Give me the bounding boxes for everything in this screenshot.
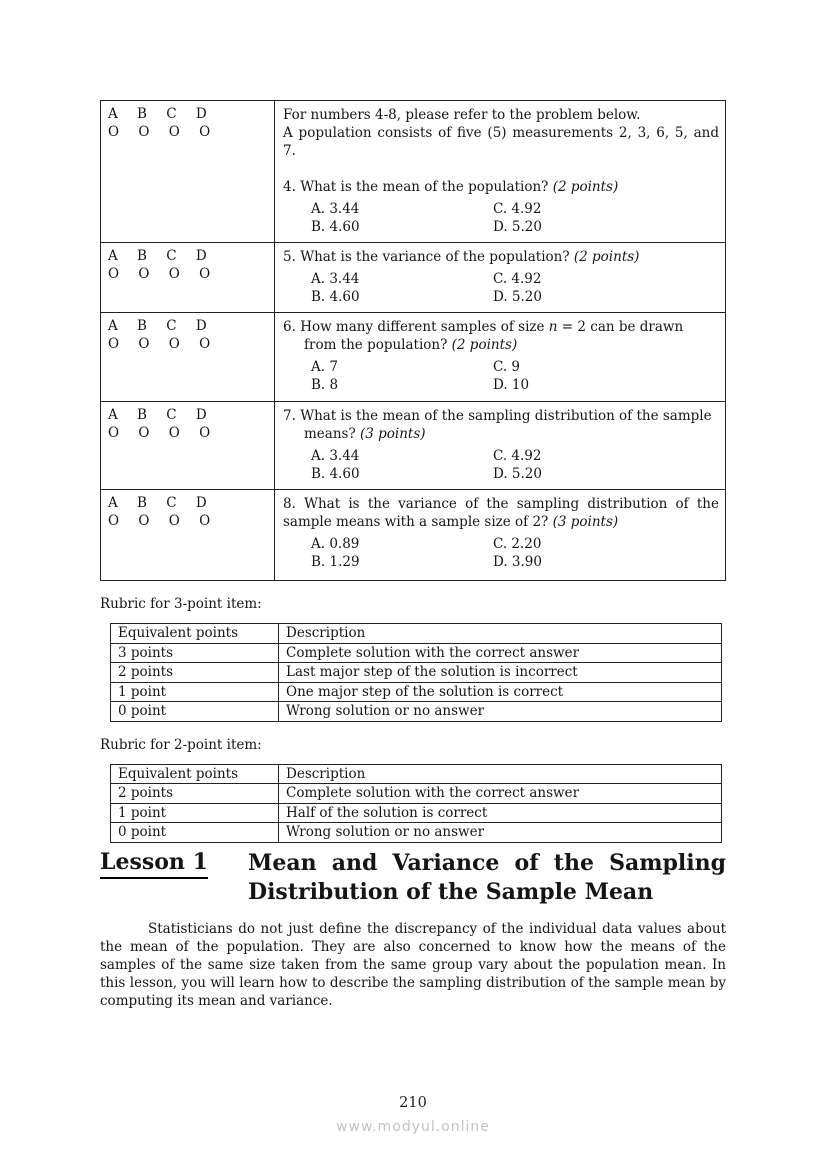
question-body: What is the mean of the sampling distribution of the sample means?: [300, 408, 712, 442]
table-header-row: [111, 764, 722, 784]
problem-statement: A population consists of five (5) measurements 2, 3, 6, 5, and 7.: [283, 125, 719, 159]
answer-options: [283, 200, 719, 236]
column-header: Equivalent points: [111, 624, 279, 644]
question-number: 8.: [283, 496, 296, 512]
option-b: B. 4.60: [311, 219, 360, 235]
bubble-letters: A B C D: [108, 106, 208, 122]
option-a: A. 3.44: [311, 201, 360, 217]
lesson-heading: [100, 849, 726, 907]
answer-options: [283, 447, 719, 483]
question-points: (2 points): [552, 179, 619, 195]
rubric-2-title: Rubric for 2-point item:: [100, 736, 262, 753]
option-a: A. 7: [311, 359, 338, 375]
option-b: B. 1.29: [311, 554, 360, 570]
question-number: 6.: [283, 319, 296, 335]
answer-bubbles[interactable]: [101, 101, 275, 242]
option-d: D. 5.20: [493, 466, 542, 482]
table-row: [111, 643, 722, 663]
rubric-3-table: [110, 623, 722, 722]
points-cell: 0 point: [111, 823, 279, 843]
option-a: A. 0.89: [311, 536, 360, 552]
option-a: A. 3.44: [311, 271, 360, 287]
description-cell: Half of the solution is correct: [279, 803, 722, 823]
question-cell: [275, 402, 725, 489]
question-row: [101, 101, 725, 243]
table-header-row: [111, 624, 722, 644]
answer-options: [283, 270, 719, 306]
answer-bubbles[interactable]: [101, 243, 275, 312]
spacer: [283, 160, 719, 178]
column-header: Equivalent points: [111, 764, 279, 784]
points-cell: 0 point: [111, 702, 279, 722]
table-row: [111, 663, 722, 683]
question-points: (2 points): [451, 337, 518, 353]
question-text: [283, 318, 719, 354]
answer-options: [283, 535, 719, 571]
option-c: C. 4.92: [493, 448, 542, 464]
option-a: A. 3.44: [311, 448, 360, 464]
description-cell: Complete solution with the correct answer: [279, 784, 722, 804]
option-d: D. 3.90: [493, 554, 542, 570]
answer-bubbles[interactable]: [101, 490, 275, 580]
points-cell: 3 points: [111, 643, 279, 663]
question-text: [283, 178, 719, 196]
answer-bubbles[interactable]: [101, 313, 275, 401]
option-d: D. 5.20: [493, 289, 542, 305]
bubble-letters: A B C D: [108, 248, 208, 264]
question-row: [101, 402, 725, 490]
table-row: [111, 784, 722, 804]
column-header: Description: [279, 764, 722, 784]
question-text: [283, 495, 719, 531]
description-cell: Wrong solution or no answer: [279, 823, 722, 843]
option-c: C. 4.92: [493, 201, 542, 217]
answer-options: [283, 358, 719, 394]
question-row: [101, 313, 725, 402]
question-body: What is the variance of the population?: [300, 249, 570, 265]
rubric-2-table: [110, 764, 722, 843]
option-b: B. 4.60: [311, 466, 360, 482]
bubble-circles[interactable]: O O O O: [108, 336, 211, 352]
question-cell: [275, 101, 725, 242]
problem-intro: For numbers 4-8, please refer to the problem below.: [283, 107, 641, 123]
column-header: Description: [279, 624, 722, 644]
bubble-circles[interactable]: O O O O: [108, 266, 211, 282]
lesson-label: Lesson 1: [100, 849, 248, 907]
points-cell: 2 points: [111, 784, 279, 804]
table-row: [111, 682, 722, 702]
points-cell: 2 points: [111, 663, 279, 683]
question-row: [101, 490, 725, 580]
table-row: [111, 803, 722, 823]
option-c: C. 4.92: [493, 271, 542, 287]
rubric-3-title: Rubric for 3-point item:: [100, 596, 262, 612]
watermark: www.modyul.online: [336, 1119, 490, 1135]
question-points: (3 points): [552, 514, 619, 530]
bubble-circles[interactable]: O O O O: [108, 513, 211, 529]
description-cell: Complete solution with the correct answer: [279, 643, 722, 663]
question-text: [283, 407, 719, 443]
option-b: B. 8: [311, 377, 339, 393]
bubble-letters: A B C D: [108, 318, 208, 334]
table-row: [111, 823, 722, 843]
quiz-table: [100, 100, 726, 581]
question-number: 4.: [283, 179, 296, 195]
page-number: 210: [399, 1095, 427, 1111]
question-points: (2 points): [573, 249, 640, 265]
option-d: D. 5.20: [493, 219, 542, 235]
question-number: 5.: [283, 249, 296, 265]
question-body: How many different samples of size n = 2 can be drawn from the population?: [300, 319, 684, 353]
question-row: [101, 243, 725, 313]
option-d: D. 10: [493, 377, 530, 393]
question-body: What is the variance of the sampling distribution of the sample means with a sample size of 2?: [283, 496, 719, 530]
option-b: B. 4.60: [311, 289, 360, 305]
points-cell: 1 point: [111, 803, 279, 823]
question-text: [283, 248, 719, 266]
question-cell: [275, 490, 725, 580]
description-cell: Wrong solution or no answer: [279, 702, 722, 722]
points-cell: 1 point: [111, 682, 279, 702]
question-number: 7.: [283, 408, 296, 424]
bubble-circles[interactable]: O O O O: [108, 124, 211, 140]
question-cell: [275, 243, 725, 312]
math-variable: n: [548, 319, 558, 335]
answer-bubbles[interactable]: [101, 402, 275, 489]
option-c: C. 2.20: [493, 536, 542, 552]
bubble-letters: A B C D: [108, 407, 208, 423]
question-cell: [275, 313, 725, 401]
question-points: (3 points): [360, 426, 426, 442]
lesson-title: Mean and Variance of the Sampling Distribution of the Sample Mean: [248, 849, 726, 905]
bubble-circles[interactable]: O O O O: [108, 425, 211, 441]
description-cell: Last major step of the solution is incorrect: [279, 663, 722, 683]
description-cell: One major step of the solution is correct: [279, 682, 722, 702]
bubble-letters: A B C D: [108, 495, 208, 511]
option-c: C. 9: [493, 359, 521, 375]
table-row: [111, 702, 722, 722]
lesson-paragraph: Statisticians do not just define the discrepancy of the individual data values about the mean of the population. They are also concerned to know how the means of the samples of the same size taken from the same group vary about the population mean. In this lesson, you will learn how to describe the sampling distribution of the sample mean by computing its mean and variance.: [100, 920, 726, 1009]
question-body: What is the mean of the population?: [300, 179, 549, 195]
